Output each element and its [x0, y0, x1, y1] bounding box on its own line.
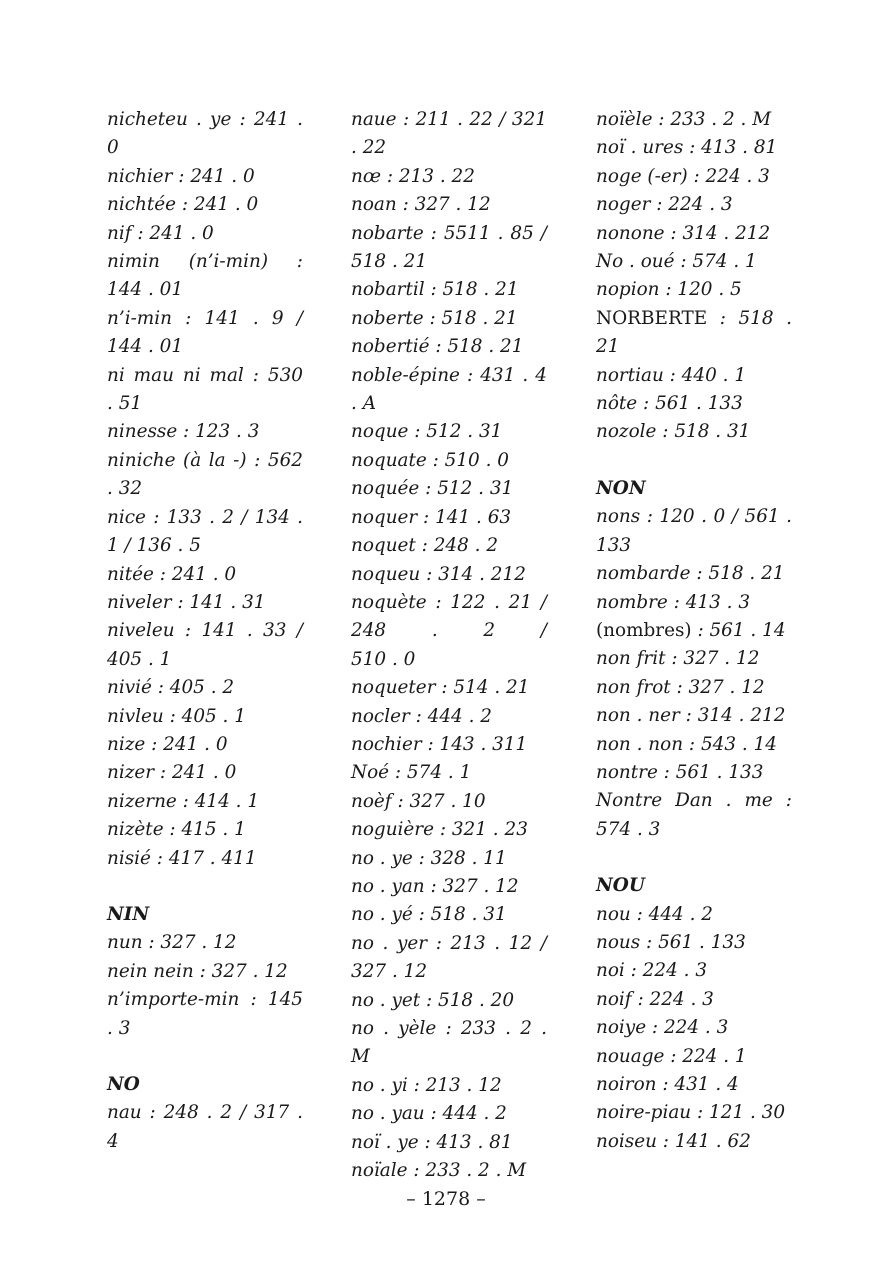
section-heading: NOU [596, 875, 645, 897]
index-entry-line: nortiau : 440 . 1 [596, 364, 747, 386]
index-column-2 [351, 106, 547, 1185]
index-entry [107, 220, 303, 248]
index-entry-line: no . yer : 213 . 12 / [351, 932, 547, 954]
upright-word: NORBERTE [596, 307, 708, 329]
index-entry-line: 518 . 21 [351, 251, 428, 273]
index-entry-line: 510 . 0 [351, 648, 416, 670]
index-entry-line: nice : 133 . 2 / 134 . [107, 506, 303, 528]
index-entry-line: nichtée : 241 . 0 [107, 194, 259, 216]
index-entry-line: M [351, 1046, 370, 1068]
index-entry [351, 1100, 547, 1128]
index-entry-line: . 3 [107, 1017, 131, 1039]
index-entry [596, 106, 792, 134]
index-entry [351, 305, 547, 333]
index-entry-line: nicheteu . ye : 241 . [107, 109, 303, 130]
index-entry-line: no . yan : 327 . 12 [351, 875, 519, 897]
index-entry-line: . 22 [351, 137, 387, 159]
index-entry-line: noguière : 321 . 23 [351, 819, 528, 841]
index-entry [596, 362, 792, 390]
upright-word: (nombres) [596, 619, 692, 641]
index-entry-line: nous : 561 . 133 [596, 931, 746, 953]
index-entry [107, 447, 303, 504]
index-entry-line: NORBERTE : 518 . [596, 307, 792, 329]
index-entry [351, 674, 547, 702]
index-entry-line: nœ : 213 . 22 [351, 165, 475, 187]
index-column-3 [596, 106, 792, 1156]
index-entry-line: non frot : 327 . 12 [596, 676, 765, 698]
index-entry-line: no . yau : 444 . 2 [351, 1103, 507, 1125]
index-entry-line: 574 . 3 [596, 818, 661, 840]
index-entry [596, 731, 792, 759]
index-entry-line: nou : 444 . 2 [596, 903, 713, 925]
index-entry [107, 191, 303, 219]
index-entry [596, 1071, 792, 1099]
index-entry-line: noquète : 122 . 21 / [351, 591, 547, 613]
index-entry [351, 873, 547, 901]
index-entry [351, 1015, 547, 1072]
index-entry-line: nau : 248 . 2 / 317 . [107, 1102, 303, 1124]
index-entry [351, 418, 547, 446]
index-entry [596, 957, 792, 985]
index-entry-line: nizer : 241 . 0 [107, 762, 237, 784]
index-entry [596, 560, 792, 588]
index-entry-line: nontre : 561 . 133 [596, 761, 764, 783]
index-entry-line: nize : 241 . 0 [107, 733, 228, 755]
index-entry-line: 144 . 01 [107, 336, 184, 358]
index-entry [596, 1014, 792, 1042]
index-entry-line: nisié : 417 . 411 [107, 847, 257, 869]
index-entry-line: ninesse : 123 . 3 [107, 421, 260, 443]
index-entry-line: non . ner : 314 . 212 [596, 705, 786, 727]
index-column-1 [107, 106, 303, 1156]
index-entry-line: nitée : 241 . 0 [107, 563, 237, 585]
index-entry-line: . 32 [107, 478, 143, 500]
index-entry-line: nombre : 413 . 3 [596, 591, 751, 613]
index-entry [596, 702, 792, 730]
index-entry-line: nouage : 224 . 1 [596, 1045, 747, 1067]
index-entry [351, 561, 547, 589]
index-entry-line: No . oué : 574 . 1 [596, 251, 757, 273]
index-entry-line: noï . ures : 413 . 81 [596, 137, 778, 159]
index-entry-line: nif : 241 . 0 [107, 222, 214, 244]
index-entry-line: nombarde : 518 . 21 [596, 563, 785, 585]
index-entry [596, 759, 792, 787]
index-entry-line: n’i-min : 141 . 9 / [107, 307, 303, 329]
index-entry [351, 362, 547, 419]
index-entry-line: 4 [107, 1130, 119, 1152]
index-entry [351, 816, 547, 844]
index-entry [351, 759, 547, 787]
section-heading: NIN [107, 903, 150, 925]
index-entry-line: nivié : 405 . 2 [107, 677, 235, 699]
index-entry [596, 589, 792, 617]
index-entry [351, 1157, 547, 1185]
index-entry [596, 276, 792, 304]
index-entry-line: . 51 [107, 393, 143, 415]
index-entry-line: noif : 224 . 3 [596, 988, 714, 1010]
index-entry [351, 163, 547, 191]
index-entry [107, 816, 303, 844]
index-entry [596, 787, 792, 844]
index-entry [596, 674, 792, 702]
index-entry [596, 901, 792, 929]
index-entry-line: noqueu : 314 . 212 [351, 563, 526, 585]
index-entry-line: niniche (à la -) : 562 [107, 449, 303, 471]
index-entry-line: nobertié : 518 . 21 [351, 336, 524, 358]
index-entry [596, 503, 792, 560]
index-entry-line: Noé : 574 . 1 [351, 762, 472, 784]
index-entry-line: noquet : 248 . 2 [351, 535, 499, 557]
index-entry-line: noquate : 510 . 0 [351, 449, 509, 471]
index-entry [107, 1099, 303, 1156]
index-entry-line: noïale : 233 . 2 . M [351, 1160, 527, 1182]
index-entry-line: niveleu : 141 . 33 / [107, 620, 303, 642]
index-entry [107, 418, 303, 446]
index-entry [351, 731, 547, 759]
index-entry [351, 532, 547, 560]
index-entry [351, 901, 547, 929]
index-entry-line: (nombres) : 561 . 14 [596, 619, 786, 641]
index-entry [351, 220, 547, 277]
index-entry [596, 134, 792, 162]
index-entry-line: nein nein : 327 . 12 [107, 960, 288, 982]
index-entry [351, 1129, 547, 1157]
index-entry [351, 703, 547, 731]
index-entry-line: noge (-er) : 224 . 3 [596, 165, 770, 187]
index-entry-line: n’importe-min : 145 [107, 989, 303, 1011]
index-entry-line: 248 . 2 / [351, 620, 547, 642]
index-entry-line: 405 . 1 [107, 648, 172, 670]
index-entry-line: noquer : 141 . 63 [351, 506, 512, 528]
index-entry [107, 788, 303, 816]
page-number: – 1278 – [406, 1188, 486, 1210]
index-entry [107, 362, 303, 419]
index-entry-line: noèf : 327 . 10 [351, 790, 486, 812]
index-entry [107, 561, 303, 589]
index-entry-line: nizerne : 414 . 1 [107, 790, 260, 812]
index-entry [351, 447, 547, 475]
index-entry [596, 986, 792, 1014]
index-entry-line: noï . ye : 413 . 81 [351, 1131, 513, 1153]
index-entry [596, 1128, 792, 1156]
index-entry-line: nozole : 518 . 31 [596, 421, 751, 443]
index-entry-line: nimin (n’i-min) : [107, 251, 303, 273]
index-entry [107, 305, 303, 362]
index-entry [107, 674, 303, 702]
index-entry [351, 788, 547, 816]
index-entry [596, 1099, 792, 1127]
index-entry-line: Nontre Dan . me : [596, 790, 792, 812]
index-entry [596, 248, 792, 276]
index-entry [351, 1072, 547, 1100]
index-entry [351, 191, 547, 219]
index-entry-line: noire-piau : 121 . 30 [596, 1102, 786, 1124]
index-entry [107, 163, 303, 191]
index-entry-line: 21 [596, 336, 620, 358]
index-entry-line: noberte : 518 . 21 [351, 307, 518, 329]
index-entry-line: noan : 327 . 12 [351, 194, 491, 216]
index-entry-line: nocler : 444 . 2 [351, 705, 493, 727]
index-entry [351, 930, 547, 987]
index-entry [596, 929, 792, 957]
index-entry-line: nôte : 561 . 133 [596, 393, 743, 415]
index-entry-line: noger : 224 . 3 [596, 194, 733, 216]
index-entry-line: no . yèle : 233 . 2 . [351, 1018, 547, 1039]
index-entry-line: non frit : 327 . 12 [596, 648, 760, 670]
index-entry-line: no . yé : 518 . 31 [351, 904, 507, 926]
index-entry [596, 390, 792, 418]
index-entry-line: noïèle : 233 . 2 . M [596, 109, 772, 130]
index-entry-line: 133 [596, 534, 632, 556]
index-entry-line: nun : 327 . 12 [107, 932, 237, 954]
index-entry [351, 589, 547, 674]
index-entry [107, 703, 303, 731]
index-entry [351, 845, 547, 873]
index-entry [596, 418, 792, 446]
index-entry-line: nichier : 241 . 0 [107, 165, 255, 187]
index-entry-line: no . ye : 328 . 11 [351, 847, 507, 869]
index-entry-line: noqueter : 514 . 21 [351, 677, 530, 699]
index-entry-line: noiseu : 141 . 62 [596, 1130, 751, 1152]
index-entry [107, 589, 303, 617]
index-entry-line: naue : 211 . 22 / 321 [351, 109, 547, 130]
index-entry-line: no . yi : 213 . 12 [351, 1074, 502, 1096]
index-entry [107, 248, 303, 305]
index-entry [351, 987, 547, 1015]
index-entry-line: 144 . 01 [107, 279, 184, 301]
index-entry [596, 617, 792, 645]
index-entry-line: nonone : 314 . 212 [596, 222, 771, 244]
index-entry-line: 327 . 12 [351, 961, 428, 983]
index-entry-line: noble-épine : 431 . 4 [351, 364, 547, 386]
index-entry [107, 845, 303, 873]
index-entry-line: noiye : 224 . 3 [596, 1017, 729, 1039]
index-entry-line: niveler : 141 . 31 [107, 591, 266, 613]
index-entry-line: non . non : 543 . 14 [596, 733, 777, 755]
index-entry [351, 106, 547, 163]
index-entry-line: nobarte : 5511 . 85 / [351, 222, 547, 244]
index-entry-line: . A [351, 393, 376, 415]
index-entry-line: nivleu : 405 . 1 [107, 705, 246, 727]
index-entry-line: noque : 512 . 31 [351, 421, 503, 443]
index-entry [107, 617, 303, 674]
index-entry-line: nochier : 143 . 311 [351, 733, 528, 755]
index-entry [596, 220, 792, 248]
index-entry [107, 504, 303, 561]
index-entry-line: nobartil : 518 . 21 [351, 279, 519, 301]
index-entry-line: ni mau ni mal : 530 [107, 364, 303, 386]
index-entry-line: noquée : 512 . 31 [351, 478, 514, 500]
index-entry [107, 986, 303, 1043]
index-entry-line: 0 [107, 137, 119, 159]
index-entry [596, 305, 792, 362]
index-entry [351, 276, 547, 304]
index-entry [596, 163, 792, 191]
index-entry [107, 106, 303, 163]
index-entry [596, 1043, 792, 1071]
index-entry [351, 333, 547, 361]
index-entry-line: noiron : 431 . 4 [596, 1074, 739, 1095]
index-entry [351, 504, 547, 532]
index-entry [107, 759, 303, 787]
index-entry-line: nopion : 120 . 5 [596, 279, 742, 301]
index-entry [596, 191, 792, 219]
index-entry [351, 475, 547, 503]
index-entry-line: 1 / 136 . 5 [107, 535, 201, 557]
index-entry-line: nons : 120 . 0 / 561 . [596, 506, 792, 528]
index-entry [107, 929, 303, 957]
index-entry-line: nizète : 415 . 1 [107, 819, 246, 841]
index-entry [596, 645, 792, 673]
section-heading: NON [596, 477, 646, 499]
index-entry [107, 958, 303, 986]
section-heading: NO [107, 1074, 140, 1095]
index-entry-line: no . yet : 518 . 20 [351, 989, 515, 1011]
index-entry-line: noi : 224 . 3 [596, 960, 708, 982]
index-entry [107, 731, 303, 759]
